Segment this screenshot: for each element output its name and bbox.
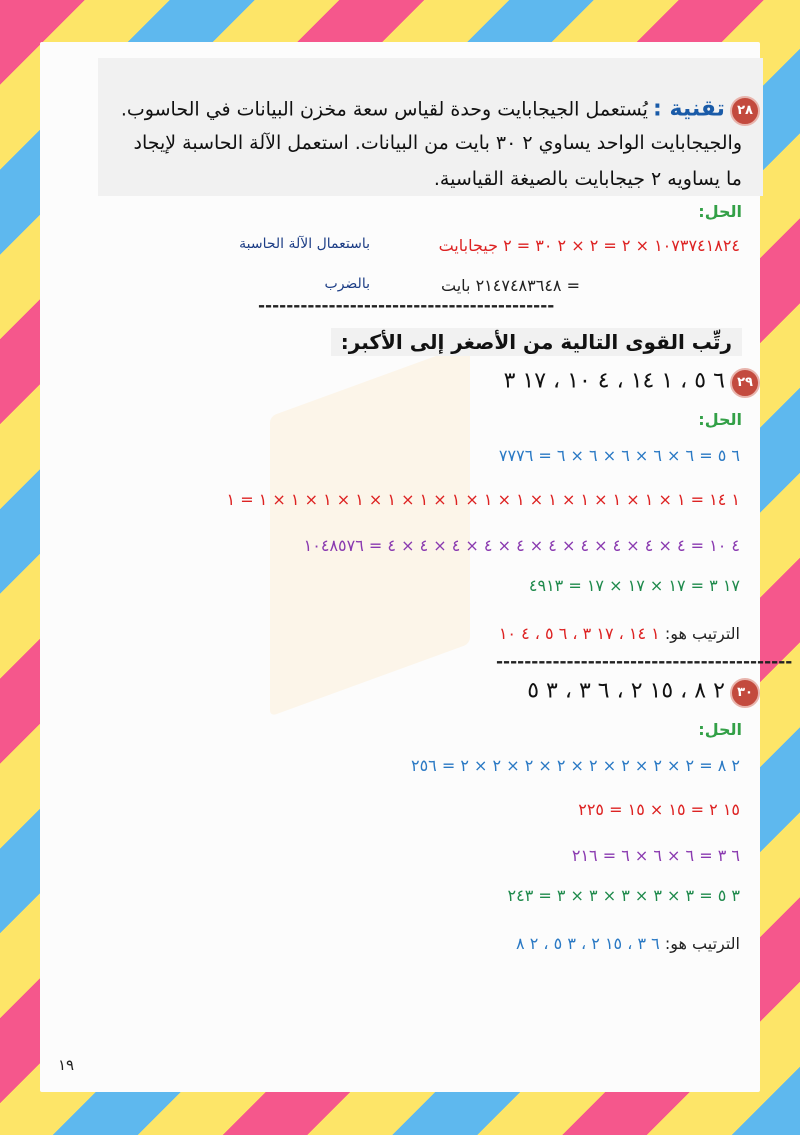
order-label: الترتيب هو: bbox=[664, 624, 740, 643]
question-30-header bbox=[527, 678, 760, 708]
question-29-header bbox=[504, 368, 760, 398]
question-number-badge: ٢٨ bbox=[730, 96, 760, 126]
equation-line: ٣ ٥ = ٣ × ٣ × ٣ × ٣ × ٣ = ٢٤٣ bbox=[507, 886, 740, 905]
solution-label: الحل: bbox=[698, 202, 742, 221]
question-text-line-2: والجيجابايت الواحد يساوي ٢ ٣٠ بايت من البيانات. استعمل الآلة الحاسبة لإيجاد bbox=[133, 132, 742, 154]
equation-line: ٦ ٥ = ٦ × ٦ × ٦ × ٦ × ٦ = ٧٧٧٦ bbox=[498, 446, 740, 465]
equation-line: ٤ ١٠ = ٤ × ٤ × ٤ × ٤ × ٤ × ٤ × ٤ × ٤ × ٤ × ٤ = ١٠٤٨٥٧٦ bbox=[303, 536, 740, 555]
order-answer bbox=[499, 624, 740, 643]
equation-line: ١٥ ٢ = ١٥ × ١٥ = ٢٢٥ bbox=[578, 800, 740, 819]
question-text-line-3: ما يساويه ٢ جيجابايت بالصيغة القياسية. bbox=[433, 168, 742, 190]
order-value: ١ ١٤ ، ١٧ ٣ ، ٦ ٥ ، ٤ ١٠ bbox=[498, 624, 660, 643]
equation-line: ١٧ ٣ = ١٧ × ١٧ × ١٧ = ٤٩١٣ bbox=[528, 576, 740, 595]
question-number-badge: ٣٠ bbox=[730, 678, 760, 708]
question-title: تقنية : bbox=[653, 96, 725, 122]
solution-label: الحل: bbox=[698, 410, 742, 429]
separator-line: ------------------------------------------ bbox=[496, 652, 793, 672]
separator-line: ------------------------------------------ bbox=[258, 296, 555, 316]
question-number-badge: ٢٩ bbox=[730, 368, 760, 398]
equation-line: ١ ١٤ = ١ × ١ × ١ × ١ × ١ × ١ × ١ × ١ × ١ × ١ × ١ × ١ × ١ × ١ = ١ bbox=[226, 490, 740, 509]
equation-line: ٦ ٣ = ٦ × ٦ × ٦ = ٢١٦ bbox=[571, 846, 740, 865]
equation-note: بالضرب bbox=[324, 276, 370, 292]
powers-sequence: ٢ ٨ ، ١٥ ٢ ، ٦ ٣ ، ٣ ٥ bbox=[527, 678, 725, 704]
order-value: ٦ ٣ ، ١٥ ٢ ، ٣ ٥ ، ٢ ٨ bbox=[516, 934, 660, 953]
question-text-line-1: يُستعمل الجيجابايت وحدة لقياس سعة مخزن البيانات في الحاسوب. bbox=[120, 98, 648, 121]
section-instruction: رتِّب القوى التالية من الأصغر إلى الأكبر: bbox=[331, 328, 742, 356]
powers-sequence: ٦ ٥ ، ١ ١٤ ، ٤ ١٠ ، ١٧ ٣ bbox=[503, 368, 725, 394]
solution-label: الحل: bbox=[698, 720, 742, 739]
equation-line: = ٢١٤٧٤٨٣٦٤٨ بايت bbox=[440, 276, 580, 295]
question-28-header bbox=[121, 96, 760, 126]
equation-line: ٢ ٨ = ٢ × ٢ × ٢ × ٢ × ٢ × ٢ × ٢ × ٢ = ٢٥٦ bbox=[410, 756, 740, 775]
equation-note: باستعمال الآلة الحاسبة bbox=[239, 236, 370, 252]
order-label: الترتيب هو: bbox=[664, 934, 740, 953]
order-answer bbox=[516, 934, 740, 953]
equation-line: ١٠٧٣٧٤١٨٢٤ × ٢ = ٢ × ٢ ٣٠ = ٢ جيجابايت bbox=[438, 236, 740, 255]
page-number: ١٩ bbox=[58, 1056, 75, 1074]
